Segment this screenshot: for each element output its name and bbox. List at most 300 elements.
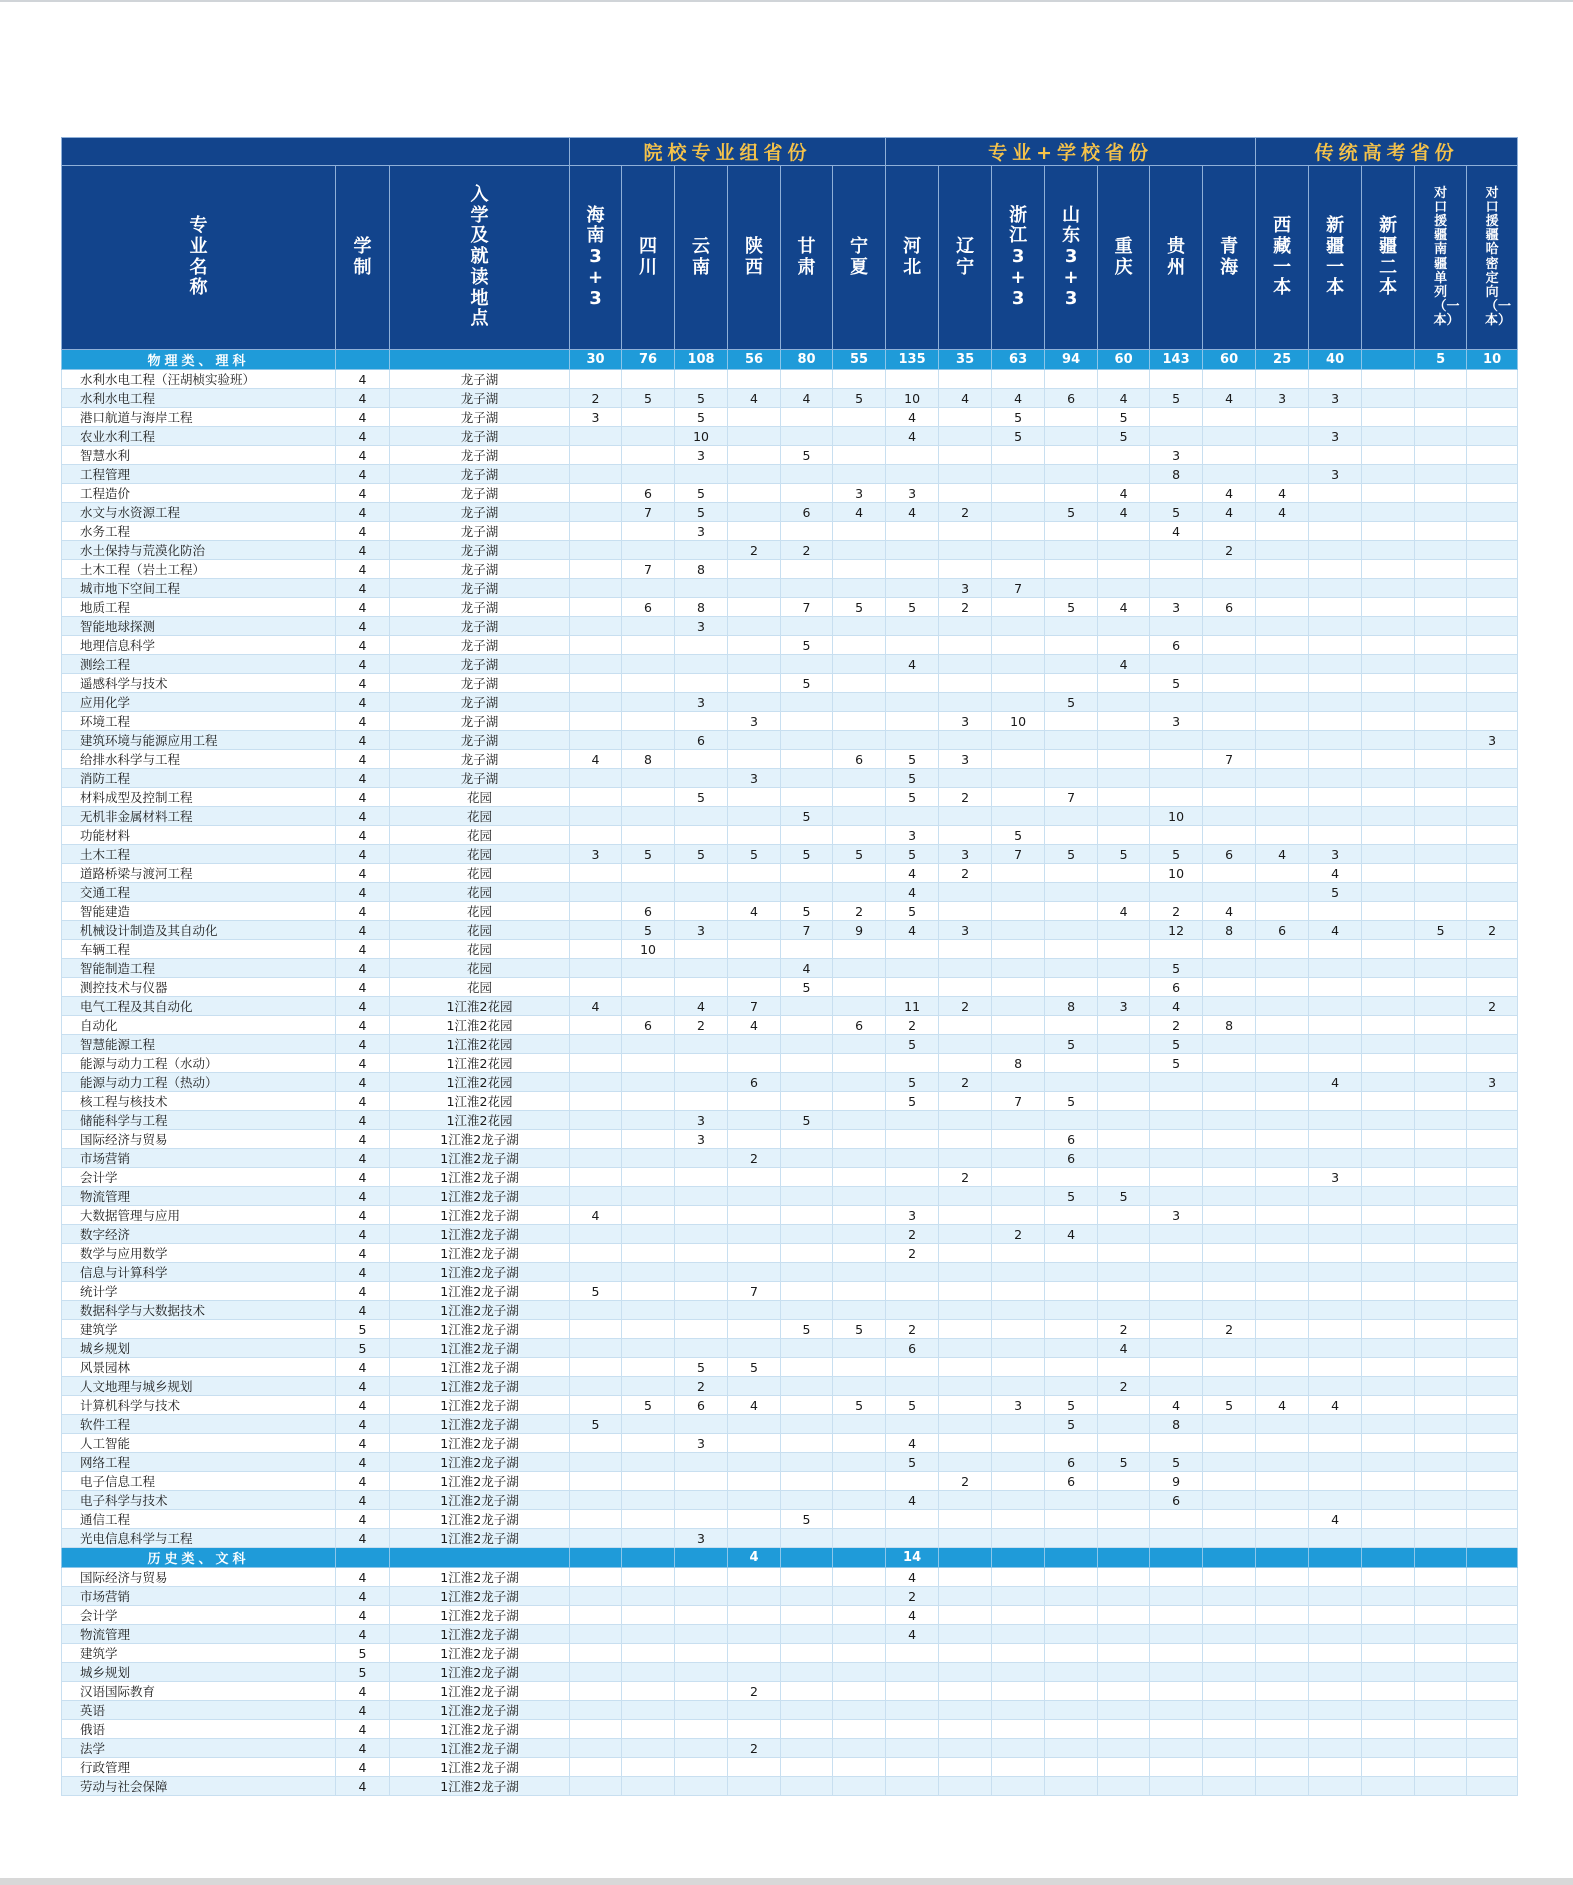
quota-cell: 6	[1045, 1453, 1098, 1472]
quota-cell	[1098, 541, 1150, 560]
quota-cell	[992, 883, 1045, 902]
quota-cell	[1256, 1453, 1309, 1472]
quota-cell	[1045, 1587, 1098, 1606]
table-row	[62, 1377, 1518, 1396]
quota-cell	[781, 1206, 833, 1225]
quota-cell	[1203, 1606, 1256, 1625]
quota-cell	[886, 560, 939, 579]
quota-cell: 10	[622, 940, 675, 959]
quota-cell	[1098, 1206, 1150, 1225]
col-header-province	[1467, 166, 1518, 350]
quota-cell	[1415, 674, 1467, 693]
quota-cell	[728, 655, 781, 674]
quota-cell	[1309, 1339, 1362, 1358]
quota-cell: 5	[781, 845, 833, 864]
quota-cell	[1309, 1739, 1362, 1758]
section-total-cell: 60	[1098, 350, 1150, 370]
quota-cell: 4	[728, 902, 781, 921]
quota-cell	[939, 1282, 992, 1301]
quota-cell	[1203, 883, 1256, 902]
quota-cell	[1045, 731, 1098, 750]
campus-cell: 1江淮2花园	[390, 997, 570, 1016]
quota-cell	[1415, 370, 1467, 389]
quota-cell	[570, 731, 622, 750]
quota-cell	[1203, 1377, 1256, 1396]
quota-cell	[781, 1739, 833, 1758]
table-row	[62, 1206, 1518, 1225]
quota-cell	[1098, 1168, 1150, 1187]
quota-cell: 5	[570, 1415, 622, 1434]
quota-cell	[728, 1568, 781, 1587]
quota-cell	[939, 1739, 992, 1758]
major-name-cell: 会计学	[62, 1606, 336, 1625]
quota-cell	[1203, 427, 1256, 446]
quota-cell: 5	[1045, 1187, 1098, 1206]
quota-cell	[728, 617, 781, 636]
quota-cell	[781, 1339, 833, 1358]
quota-cell	[675, 1777, 728, 1796]
quota-cell	[1098, 1130, 1150, 1149]
major-name-cell: 光电信息科学与工程	[62, 1529, 336, 1548]
quota-cell	[570, 1644, 622, 1663]
quota-cell	[833, 1377, 886, 1396]
quota-cell	[622, 1625, 675, 1644]
quota-cell: 5	[781, 902, 833, 921]
quota-cell	[1415, 579, 1467, 598]
quota-cell	[1415, 389, 1467, 408]
quota-cell	[833, 1606, 886, 1625]
section-total-cell	[1150, 1548, 1203, 1568]
quota-cell	[1045, 1111, 1098, 1130]
quota-cell	[570, 978, 622, 997]
quota-cell	[675, 959, 728, 978]
quota-cell	[1362, 1301, 1415, 1320]
quota-cell	[1362, 1320, 1415, 1339]
quota-cell: 8	[1150, 465, 1203, 484]
quota-cell: 5	[833, 1320, 886, 1339]
quota-cell: 5	[781, 978, 833, 997]
quota-cell: 3	[886, 1206, 939, 1225]
duration-cell: 4	[336, 427, 390, 446]
quota-cell	[1467, 864, 1518, 883]
quota-cell	[622, 1739, 675, 1758]
quota-cell	[1415, 1206, 1467, 1225]
quota-cell	[675, 674, 728, 693]
quota-cell	[1415, 522, 1467, 541]
quota-cell	[622, 1720, 675, 1739]
quota-cell: 2	[886, 1244, 939, 1263]
column-header-row	[62, 166, 1518, 350]
quota-cell	[1256, 446, 1309, 465]
duration-cell: 4	[336, 1092, 390, 1111]
quota-cell	[1203, 370, 1256, 389]
quota-cell	[1256, 1263, 1309, 1282]
quota-cell	[675, 883, 728, 902]
quota-cell	[675, 807, 728, 826]
quota-cell	[1309, 579, 1362, 598]
quota-cell	[675, 1263, 728, 1282]
quota-cell	[675, 1701, 728, 1720]
quota-cell	[1362, 636, 1415, 655]
quota-cell	[1309, 750, 1362, 769]
table-row	[62, 1282, 1518, 1301]
quota-cell	[1309, 541, 1362, 560]
quota-cell	[1203, 446, 1256, 465]
section-total-cell: 5	[1415, 350, 1467, 370]
quota-cell	[1309, 1606, 1362, 1625]
duration-cell: 4	[336, 370, 390, 389]
quota-cell	[622, 788, 675, 807]
campus-cell: 1江淮2龙子湖	[390, 1606, 570, 1625]
quota-cell: 4	[728, 1016, 781, 1035]
quota-cell	[1362, 940, 1415, 959]
quota-cell	[570, 1377, 622, 1396]
quota-cell: 4	[1203, 503, 1256, 522]
quota-cell	[833, 940, 886, 959]
major-name-cell: 电气工程及其自动化	[62, 997, 336, 1016]
quota-cell: 6	[886, 1339, 939, 1358]
table-row	[62, 1644, 1518, 1663]
quota-cell: 5	[622, 389, 675, 408]
group-header-row	[62, 138, 1518, 166]
quota-cell	[1150, 1625, 1203, 1644]
duration-cell: 4	[336, 1301, 390, 1320]
table-row	[62, 940, 1518, 959]
quota-cell: 2	[1150, 1016, 1203, 1035]
quota-cell	[833, 997, 886, 1016]
quota-cell	[1415, 1529, 1467, 1548]
quota-cell	[1309, 1472, 1362, 1491]
quota-cell	[886, 1377, 939, 1396]
quota-cell	[675, 1758, 728, 1777]
quota-cell	[1415, 655, 1467, 674]
campus-cell: 1江淮2龙子湖	[390, 1529, 570, 1548]
quota-cell	[1203, 1206, 1256, 1225]
table-row	[62, 370, 1518, 389]
quota-cell	[1467, 446, 1518, 465]
quota-cell	[886, 1663, 939, 1682]
duration-cell: 4	[336, 1168, 390, 1187]
quota-cell: 3	[1467, 1073, 1518, 1092]
quota-cell	[1045, 484, 1098, 503]
quota-cell	[675, 1092, 728, 1111]
major-name-cell: 会计学	[62, 1168, 336, 1187]
duration-cell: 4	[336, 617, 390, 636]
duration-cell: 4	[336, 1149, 390, 1168]
quota-cell	[833, 1301, 886, 1320]
quota-cell	[781, 484, 833, 503]
section-total-cell: 14	[886, 1548, 939, 1568]
quota-cell	[1309, 655, 1362, 674]
quota-cell	[1256, 1663, 1309, 1682]
quota-cell	[1415, 1111, 1467, 1130]
quota-cell	[886, 1472, 939, 1491]
quota-cell: 5	[992, 408, 1045, 427]
quota-cell	[1362, 1777, 1415, 1796]
quota-cell: 8	[1203, 921, 1256, 940]
major-name-cell: 能源与动力工程（水动）	[62, 1054, 336, 1073]
quota-cell: 4	[1309, 1073, 1362, 1092]
quota-cell	[1150, 1263, 1203, 1282]
major-name-cell: 国际经济与贸易	[62, 1568, 336, 1587]
section-total-cell: 135	[886, 350, 939, 370]
table-row	[62, 997, 1518, 1016]
col-header-province	[570, 166, 622, 350]
quota-cell: 7	[992, 1092, 1045, 1111]
quota-cell: 2	[886, 1587, 939, 1606]
quota-cell	[939, 1301, 992, 1320]
duration-cell: 4	[336, 1758, 390, 1777]
quota-cell	[1256, 560, 1309, 579]
quota-cell	[1309, 1568, 1362, 1587]
quota-cell	[833, 1434, 886, 1453]
quota-cell	[1256, 1206, 1309, 1225]
section-total-cell: 55	[833, 350, 886, 370]
quota-cell	[1309, 1054, 1362, 1073]
quota-cell	[1045, 940, 1098, 959]
quota-cell	[675, 541, 728, 560]
quota-cell: 7	[622, 560, 675, 579]
quota-cell	[1256, 1529, 1309, 1548]
quota-cell	[1045, 636, 1098, 655]
campus-cell: 1江淮2龙子湖	[390, 1320, 570, 1339]
quota-cell: 5	[781, 1510, 833, 1529]
quota-cell	[728, 1054, 781, 1073]
quota-cell	[1150, 560, 1203, 579]
duration-cell: 4	[336, 1491, 390, 1510]
table-row	[62, 522, 1518, 541]
campus-cell: 花园	[390, 940, 570, 959]
quota-cell	[1045, 1282, 1098, 1301]
quota-cell	[728, 1244, 781, 1263]
quota-cell	[1098, 712, 1150, 731]
duration-cell: 4	[336, 655, 390, 674]
quota-cell	[728, 427, 781, 446]
major-name-cell: 农业水利工程	[62, 427, 336, 446]
campus-cell: 龙子湖	[390, 731, 570, 750]
quota-cell	[675, 1644, 728, 1663]
quota-cell	[622, 1434, 675, 1453]
quota-cell	[1362, 750, 1415, 769]
quota-cell	[992, 1168, 1045, 1187]
quota-cell	[833, 1701, 886, 1720]
quota-cell	[1309, 1453, 1362, 1472]
quota-cell	[939, 636, 992, 655]
quota-cell	[728, 1777, 781, 1796]
col-header-province	[992, 166, 1045, 350]
quota-cell: 2	[1467, 997, 1518, 1016]
major-name-cell: 水利水电工程（汪胡桢实验班）	[62, 370, 336, 389]
section-total-cell: 56	[728, 350, 781, 370]
table-row	[62, 1301, 1518, 1320]
quota-cell: 3	[675, 617, 728, 636]
quota-cell	[1203, 674, 1256, 693]
major-name-cell: 智慧水利	[62, 446, 336, 465]
quota-cell	[781, 370, 833, 389]
quota-cell	[833, 959, 886, 978]
quota-cell	[992, 1453, 1045, 1472]
quota-cell	[728, 1130, 781, 1149]
quota-cell	[622, 1225, 675, 1244]
quota-cell	[1362, 921, 1415, 940]
duration-cell: 4	[336, 769, 390, 788]
quota-cell	[1309, 978, 1362, 997]
quota-cell: 4	[728, 389, 781, 408]
quota-cell	[1098, 1625, 1150, 1644]
table-row	[62, 1035, 1518, 1054]
quota-cell	[1045, 1491, 1098, 1510]
table-row	[62, 1415, 1518, 1434]
quota-cell	[1362, 503, 1415, 522]
quota-cell: 9	[833, 921, 886, 940]
quota-cell	[939, 1663, 992, 1682]
quota-cell	[886, 1168, 939, 1187]
quota-cell	[728, 370, 781, 389]
quota-cell	[886, 1111, 939, 1130]
quota-cell	[992, 503, 1045, 522]
quota-cell	[1415, 1644, 1467, 1663]
table-row	[62, 1529, 1518, 1548]
quota-cell	[992, 1568, 1045, 1587]
quota-cell: 4	[1098, 503, 1150, 522]
quota-cell	[622, 1339, 675, 1358]
quota-cell	[1203, 1644, 1256, 1663]
quota-cell	[728, 1453, 781, 1472]
quota-cell	[781, 1568, 833, 1587]
section-blank-cell	[336, 1548, 390, 1568]
quota-cell	[1362, 1625, 1415, 1644]
quota-cell	[1045, 1263, 1098, 1282]
quota-cell	[1256, 1472, 1309, 1491]
quota-cell	[728, 940, 781, 959]
quota-cell	[939, 1453, 992, 1472]
quota-cell: 4	[886, 883, 939, 902]
major-name-cell: 工程管理	[62, 465, 336, 484]
quota-cell	[728, 598, 781, 617]
quota-cell	[1203, 1587, 1256, 1606]
quota-cell	[1467, 807, 1518, 826]
quota-cell	[833, 769, 886, 788]
quota-cell	[1256, 1130, 1309, 1149]
quota-cell	[1362, 788, 1415, 807]
campus-cell: 1江淮2龙子湖	[390, 1644, 570, 1663]
quota-cell: 5	[1045, 1035, 1098, 1054]
quota-cell	[939, 1682, 992, 1701]
quota-cell	[570, 1758, 622, 1777]
quota-cell	[1362, 1491, 1415, 1510]
major-name-cell: 水土保持与荒漠化防治	[62, 541, 336, 560]
quota-cell	[1415, 959, 1467, 978]
campus-cell: 1江淮2龙子湖	[390, 1358, 570, 1377]
quota-cell	[1045, 617, 1098, 636]
quota-cell: 6	[675, 1396, 728, 1415]
quota-cell	[992, 1187, 1045, 1206]
quota-cell: 10	[992, 712, 1045, 731]
quota-cell	[833, 731, 886, 750]
table-row	[62, 883, 1518, 902]
quota-cell	[1415, 845, 1467, 864]
quota-cell: 2	[886, 1016, 939, 1035]
quota-cell	[1467, 1377, 1518, 1396]
quota-cell: 6	[833, 1016, 886, 1035]
quota-cell: 5	[1045, 845, 1098, 864]
quota-cell	[1362, 712, 1415, 731]
quota-cell: 5	[622, 1396, 675, 1415]
col-header-province-text: 青海	[1220, 235, 1239, 278]
quota-cell	[1362, 1510, 1415, 1529]
quota-cell	[1362, 1720, 1415, 1739]
major-name-cell: 水务工程	[62, 522, 336, 541]
quota-cell	[833, 617, 886, 636]
quota-cell	[992, 1758, 1045, 1777]
quota-cell	[1362, 1682, 1415, 1701]
quota-cell	[570, 712, 622, 731]
quota-cell	[1098, 1244, 1150, 1263]
quota-cell	[1362, 1701, 1415, 1720]
quota-cell	[992, 1149, 1045, 1168]
quota-cell	[1203, 465, 1256, 484]
quota-cell	[1309, 1092, 1362, 1111]
quota-cell: 6	[622, 1016, 675, 1035]
quota-cell	[1203, 1130, 1256, 1149]
quota-cell	[1256, 1568, 1309, 1587]
quota-cell	[1098, 1092, 1150, 1111]
duration-cell: 4	[336, 1035, 390, 1054]
quota-cell	[1045, 408, 1098, 427]
quota-cell	[1045, 864, 1098, 883]
quota-cell	[992, 940, 1045, 959]
duration-cell: 4	[336, 1568, 390, 1587]
quota-cell	[622, 1263, 675, 1282]
quota-cell	[622, 370, 675, 389]
quota-cell	[833, 1339, 886, 1358]
quota-cell	[992, 864, 1045, 883]
quota-cell	[728, 579, 781, 598]
quota-cell: 5	[781, 674, 833, 693]
table-row	[62, 1320, 1518, 1339]
section-total-cell	[570, 1548, 622, 1568]
quota-cell	[1467, 1510, 1518, 1529]
quota-cell: 11	[886, 997, 939, 1016]
campus-cell: 1江淮2龙子湖	[390, 1758, 570, 1777]
duration-cell: 4	[336, 1434, 390, 1453]
quota-cell: 6	[675, 731, 728, 750]
col-header-province-text: 河北	[903, 235, 922, 278]
quota-cell	[1098, 921, 1150, 940]
quota-cell	[1415, 750, 1467, 769]
col-header-province-text: 贵州	[1167, 235, 1186, 278]
quota-cell	[1045, 1777, 1098, 1796]
quota-cell	[675, 1415, 728, 1434]
major-name-cell: 法学	[62, 1739, 336, 1758]
quota-cell	[1415, 1739, 1467, 1758]
quota-cell	[1045, 1320, 1098, 1339]
quota-cell: 5	[1150, 674, 1203, 693]
quota-cell	[992, 788, 1045, 807]
quota-cell	[1362, 408, 1415, 427]
duration-cell: 5	[336, 1339, 390, 1358]
quota-cell	[728, 1758, 781, 1777]
campus-cell: 1江淮2龙子湖	[390, 1263, 570, 1282]
quota-cell	[622, 1130, 675, 1149]
quota-cell	[1362, 579, 1415, 598]
quota-cell: 2	[939, 1472, 992, 1491]
quota-cell	[1362, 1092, 1415, 1111]
quota-cell	[1150, 1663, 1203, 1682]
major-name-cell: 土木工程（岩土工程）	[62, 560, 336, 579]
campus-cell: 1江淮2龙子湖	[390, 1301, 570, 1320]
quota-cell: 4	[1098, 598, 1150, 617]
